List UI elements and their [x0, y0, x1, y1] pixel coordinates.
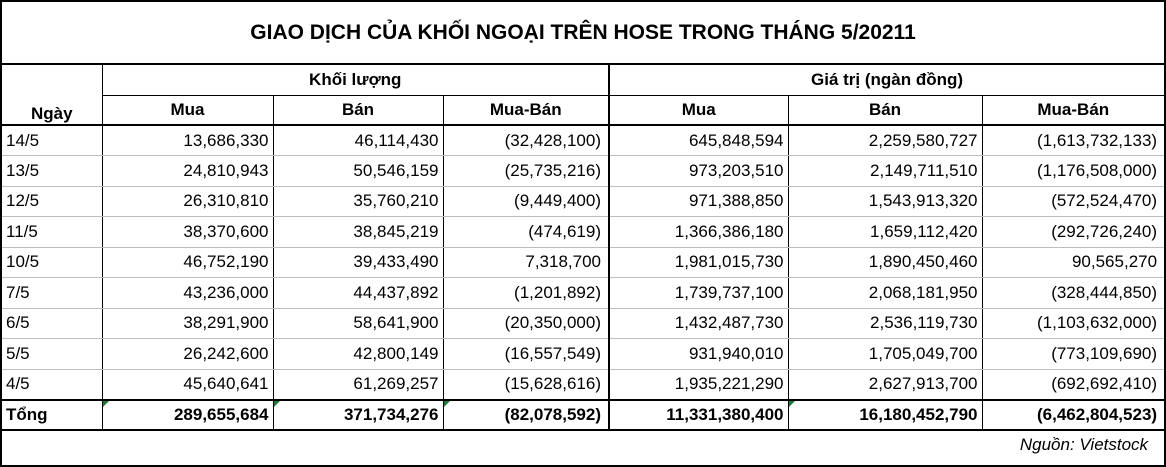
- date-cell: 11/5: [2, 217, 102, 248]
- vol-net-cell: (15,628,616): [443, 369, 609, 400]
- val-net-cell: (328,444,850): [982, 278, 1164, 309]
- vol-net-cell: 7,318,700: [443, 247, 609, 278]
- header-row-group: [2, 64, 1164, 95]
- vol-sell-cell: 39,433,490: [273, 247, 443, 278]
- foreign-trading-table: [2, 2, 1164, 460]
- val-net-header: Mua-Bán: [982, 95, 1164, 125]
- table-row: [2, 369, 1164, 400]
- header-row-columns: [2, 95, 1164, 125]
- val-net-cell: (1,176,508,000): [982, 156, 1164, 187]
- vol-net-cell: (20,350,000): [443, 308, 609, 339]
- vol-sell-cell: 58,641,900: [273, 308, 443, 339]
- total-val-net: (6,462,804,523): [982, 400, 1164, 430]
- vol-buy-cell: 26,242,600: [102, 339, 273, 370]
- vol-net-cell: (16,557,549): [443, 339, 609, 370]
- val-sell-cell: 1,543,913,320: [788, 186, 982, 217]
- title-row: [2, 2, 1164, 64]
- vol-buy-cell: 45,640,641: [102, 369, 273, 400]
- val-sell-header: Bán: [788, 95, 982, 125]
- vol-sell-cell: 46,114,430: [273, 125, 443, 156]
- vol-buy-header: Mua: [102, 95, 273, 125]
- vol-sell-cell: 50,546,159: [273, 156, 443, 187]
- val-net-cell: (773,109,690): [982, 339, 1164, 370]
- date-cell: 10/5: [2, 247, 102, 278]
- table-row: [2, 339, 1164, 370]
- vol-net-cell: (9,449,400): [443, 186, 609, 217]
- val-sell-cell: 2,149,711,510: [788, 156, 982, 187]
- date-cell: 5/5: [2, 339, 102, 370]
- val-buy-header: Mua: [609, 95, 788, 125]
- total-val-sell: 16,180,452,790: [788, 400, 982, 430]
- date-header: Ngày: [2, 64, 102, 125]
- vol-buy-cell: 43,236,000: [102, 278, 273, 309]
- val-net-cell: (572,524,470): [982, 186, 1164, 217]
- val-net-cell: (1,613,732,133): [982, 125, 1164, 156]
- val-buy-cell: 973,203,510: [609, 156, 788, 187]
- volume-group-header: Khối lượng: [102, 64, 609, 95]
- value-group-header: Giá trị (ngàn đồng): [609, 64, 1164, 95]
- val-buy-cell: 931,940,010: [609, 339, 788, 370]
- table-row: [2, 156, 1164, 187]
- vol-sell-cell: 38,845,219: [273, 217, 443, 248]
- vol-net-cell: (32,428,100): [443, 125, 609, 156]
- date-cell: 13/5: [2, 156, 102, 187]
- vol-buy-cell: 38,291,900: [102, 308, 273, 339]
- val-net-cell: (692,692,410): [982, 369, 1164, 400]
- total-val-buy: 11,331,380,400: [609, 400, 788, 430]
- total-vol-net: (82,078,592): [443, 400, 609, 430]
- val-net-cell: 90,565,270: [982, 247, 1164, 278]
- vol-buy-cell: 24,810,943: [102, 156, 273, 187]
- total-row: [2, 400, 1164, 430]
- val-net-cell: (292,726,240): [982, 217, 1164, 248]
- val-buy-cell: 1,981,015,730: [609, 247, 788, 278]
- total-vol-buy: 289,655,684: [102, 400, 273, 430]
- val-sell-cell: 2,536,119,730: [788, 308, 982, 339]
- val-net-cell: (1,103,632,000): [982, 308, 1164, 339]
- vol-buy-cell: 13,686,330: [102, 125, 273, 156]
- val-sell-cell: 2,259,580,727: [788, 125, 982, 156]
- vol-buy-cell: 26,310,810: [102, 186, 273, 217]
- vol-sell-header: Bán: [273, 95, 443, 125]
- val-buy-cell: 1,739,737,100: [609, 278, 788, 309]
- val-buy-cell: 1,432,487,730: [609, 308, 788, 339]
- date-cell: 7/5: [2, 278, 102, 309]
- table-row: [2, 308, 1164, 339]
- val-buy-cell: 971,388,850: [609, 186, 788, 217]
- table-row: [2, 247, 1164, 278]
- table-row: [2, 125, 1164, 156]
- val-buy-cell: 1,366,386,180: [609, 217, 788, 248]
- vol-sell-cell: 61,269,257: [273, 369, 443, 400]
- date-cell: 6/5: [2, 308, 102, 339]
- date-cell: 12/5: [2, 186, 102, 217]
- vol-sell-cell: 35,760,210: [273, 186, 443, 217]
- vol-net-header: Mua-Bán: [443, 95, 609, 125]
- val-sell-cell: 2,068,181,950: [788, 278, 982, 309]
- val-sell-cell: 1,890,450,460: [788, 247, 982, 278]
- vol-buy-cell: 46,752,190: [102, 247, 273, 278]
- vol-net-cell: (1,201,892): [443, 278, 609, 309]
- val-sell-cell: 2,627,913,700: [788, 369, 982, 400]
- vol-net-cell: (474,619): [443, 217, 609, 248]
- table-row: [2, 186, 1164, 217]
- source-note: Nguồn: Vietstock: [1019, 435, 1149, 454]
- table-row: [2, 217, 1164, 248]
- val-sell-cell: 1,659,112,420: [788, 217, 982, 248]
- table-title: GIAO DỊCH CỦA KHỐI NGOẠI TRÊN HOSE TRONG THÁNG 5/20211: [2, 2, 1164, 64]
- val-buy-cell: 1,935,221,290: [609, 369, 788, 400]
- table-row: [2, 278, 1164, 309]
- val-buy-cell: 645,848,594: [609, 125, 788, 156]
- total-vol-sell: 371,734,276: [273, 400, 443, 430]
- source-row: [2, 430, 1164, 460]
- vol-sell-cell: 42,800,149: [273, 339, 443, 370]
- total-label: Tổng: [2, 400, 102, 430]
- vol-sell-cell: 44,437,892: [273, 278, 443, 309]
- date-cell: 14/5: [2, 125, 102, 156]
- vol-buy-cell: 38,370,600: [102, 217, 273, 248]
- vol-net-cell: (25,735,216): [443, 156, 609, 187]
- val-sell-cell: 1,705,049,700: [788, 339, 982, 370]
- date-cell: 4/5: [2, 369, 102, 400]
